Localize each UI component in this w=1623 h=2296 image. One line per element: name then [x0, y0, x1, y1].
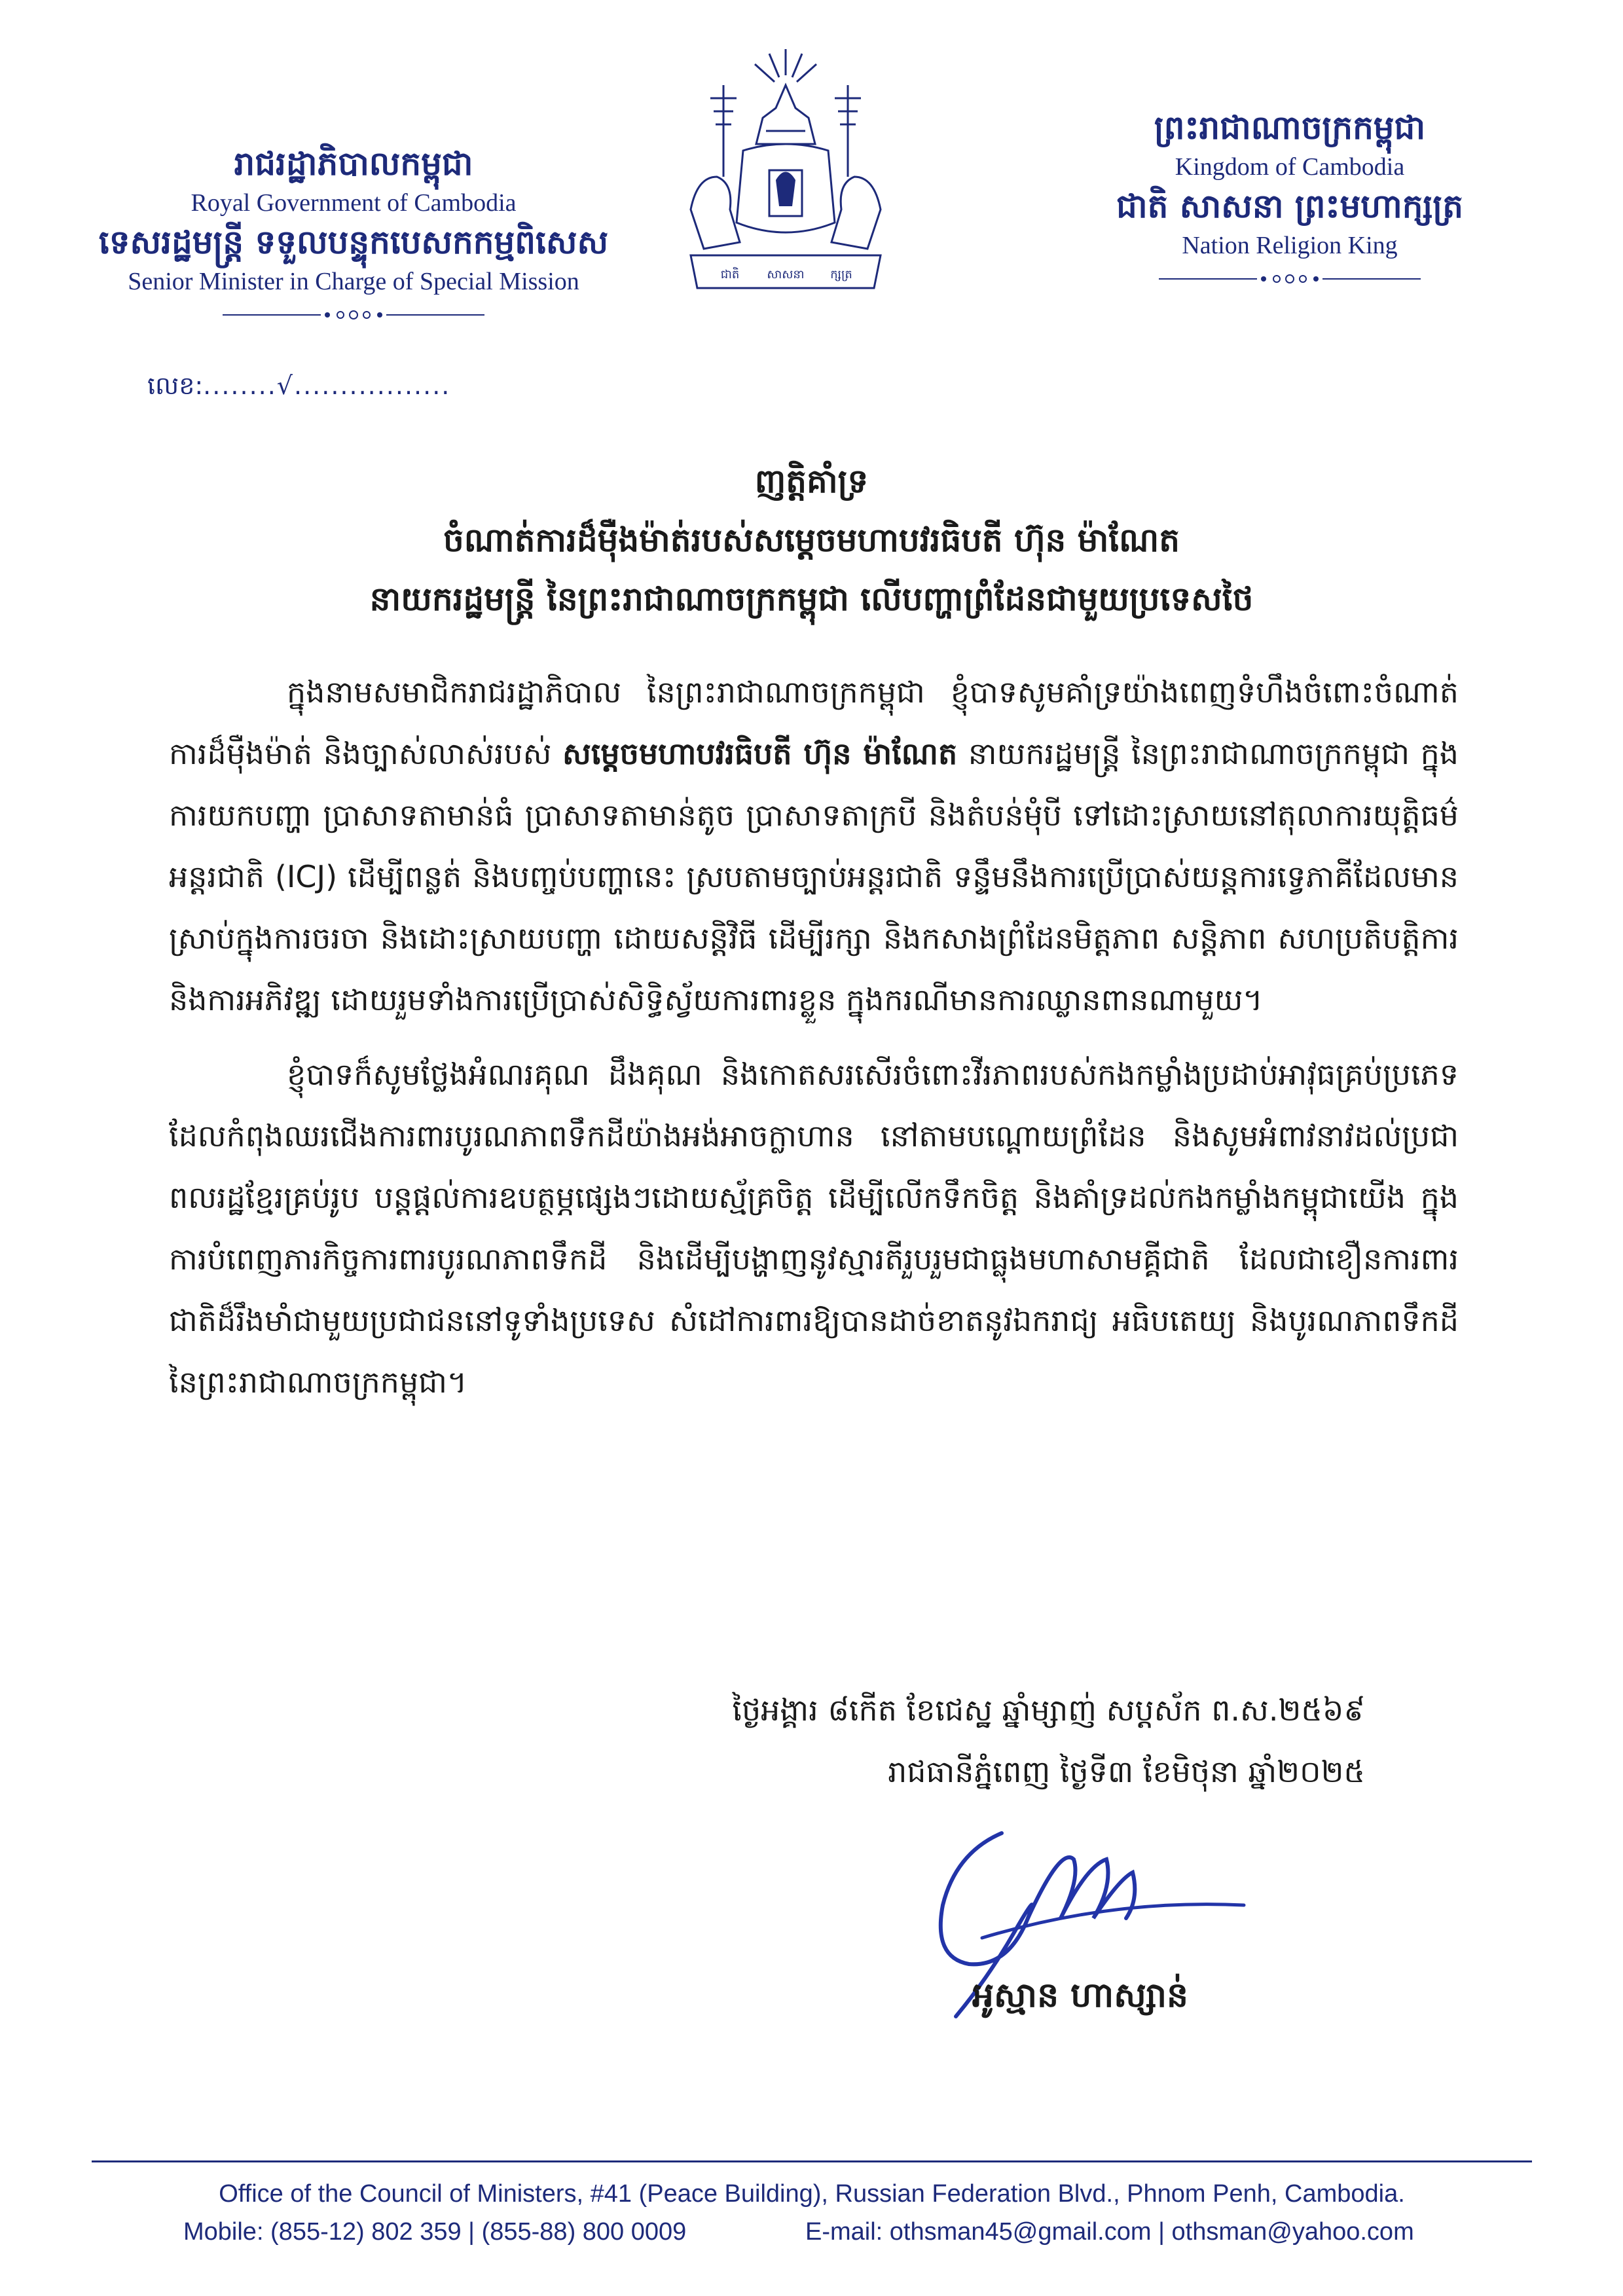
emblem-label-right: ក្សត្រ	[830, 268, 852, 282]
paragraph-1-end: នាយករដ្ឋមន្ត្រី នៃព្រះរាជាណាចក្រកម្ពុជា ក្នុងការយកបញ្ហា ប្រាសាទតាមាន់ធំ ប្រាសាទតាមាន់តូច ប្រាសាទតាក្របី និងតំបន់មុំបី ទៅដោះស្រាយនៅតុលាការយុត្តិធម៌អន្តរជាតិ (ICJ) ដើម្បីពន្លត់ និងបញ្ចប់បញ្ហានេះ ស្របតាមច្បាប់អន្តរជាតិ ទន្ទឹមនឹងការប្រើប្រាស់យន្តការទ្វេភាគីដែលមានស្រាប់ក្នុងការចរចា និងដោះស្រាយបញ្ហា ដោយសន្តិវិធី ដើម្បីរក្សា និងកសាងព្រំដែនមិត្តភាព សន្តិភាព សហប្រតិបត្តិការ និងការអភិវឌ្ឍ ដោយរួមទាំងការប្រើប្រាស់សិទ្ធិស្វ័យការពារខ្លួន ក្នុងករណីមានការឈ្លានពានណាមួយ។	[169, 736, 1459, 1017]
footer-address: Office of the Council of Ministers, #41 (Peace Building), Russian Federation Blvd., Phnom Penh, Cambodia.	[219, 2180, 1405, 2208]
emblem-label-left: ជាតិ	[720, 268, 740, 282]
reference-label: លេខ:	[147, 371, 204, 400]
footer-email: E-mail: othsman45@gmail.com | othsman@yahoo.com	[805, 2218, 1414, 2246]
title-line-3: នាយករដ្ឋមន្ត្រី នៃព្រះរាជាណាចក្រកម្ពុជា លើបញ្ហាព្រំដែនជាមួយប្រទេសថៃ	[369, 580, 1254, 618]
kingdom-kh: ព្រះរាជាណាចក្រកម្ពុជា	[1154, 109, 1426, 147]
title-line-1: ញត្តិគាំទ្រ	[754, 462, 869, 500]
motto-kh: ជាតិ សាសនា ព្រះមហាក្សត្រ	[1116, 187, 1463, 225]
footer-mobile: Mobile: (855-12) 802 359 | (855-88) 800 0009	[183, 2218, 687, 2246]
kingdom-en: Kingdom of Cambodia	[1175, 153, 1405, 181]
emblem-label-center: សាសនា	[767, 268, 805, 282]
date-block	[655, 1679, 1365, 1802]
ministry-kh: រាជរដ្ឋាភិបាលកម្ពុជា	[234, 145, 473, 183]
reference-value: ........√.................	[203, 371, 451, 400]
paragraph-1-start: ក្នុងនាមសមាជិករាជរដ្ឋាភិបាល នៃព្រះរាជាណាចក្រកម្ពុជា ខ្ញុំបាទសូមគាំទ្រយ៉ាងពេញទំហឹងចំពោះចំណាត់ការដ៏មុឺងម៉ាត់ និងច្បាស់លាស់របស់	[169, 674, 1459, 771]
prime-minister-name: សម្តេចមហាបវរធិបតី ហ៊ុន ម៉ាណែត	[562, 736, 958, 771]
reference-number	[147, 370, 450, 407]
paragraph-2: ខ្ញុំបាទក៏សូមថ្លែងអំណរគុណ ដឹងគុណ និងកោតសរសើរចំពោះវីរភាពរបស់កងកម្លាំងប្រដាប់អាវុធគ្រប់ប្រភេទ ដែលកំពុងឈរជើងការពារបូរណភាពទឹកដីយ៉ាងអង់អាចក្លាហាន នៅតាមបណ្តោយព្រំដែន និងសូមអំពាវនាវដល់ប្រជាពលរដ្ឋខ្មែរគ្រប់រូប បន្តផ្តល់ការឧបត្ថម្ភផ្សេងៗដោយស្ម័គ្រចិត្ត ដើម្បីលើកទឹកចិត្ត និងគាំទ្រដល់កងកម្លាំងកម្ពុជាយើង ក្នុងការបំពេញភារកិច្ចការពារបូរណភាពទឹកដី និងដើម្បីបង្ហាញនូវស្មារតីរួបរួមជាធ្លុងមហាសាមគ្គីជាតិ ដែលជាខឿនការពារជាតិដ៏រឹងមាំជាមួយប្រជាជននៅទូទាំងប្រទេស សំដៅការពារឱ្យបានដាច់ខាតនូវឯករាជ្យ អធិបតេយ្យ និងបូរណភាពទឹកដី នៃព្រះរាជាណាចក្រកម្ពុជា។	[169, 1057, 1459, 1400]
ornament-divider-icon	[1159, 272, 1421, 285]
date-lunar: ថ្ងៃអង្គារ ៨កើត ខែជេស្ឋ ឆ្នាំម្សាញ់ សប្តស័ក ព.ស.២៥៦៩	[732, 1692, 1365, 1728]
footer-contact	[92, 2212, 1532, 2251]
title-line-2: ចំណាត់ការដ៏មុឺងម៉ាត់របស់សម្តេចមហាបវរធិបតី ហ៊ុន ម៉ាណែត	[443, 521, 1180, 559]
title-kh: ទេសរដ្ឋមន្ត្រី ទទួលបន្ទុកបេសកកម្មពិសេស	[98, 223, 609, 261]
ministry-en: Royal Government of Cambodia	[191, 189, 517, 217]
date-solar: រាជធានីភ្នំពេញ ថ្ងៃទី៣ ខែមិថុនា ឆ្នាំ២០២៥	[888, 1754, 1365, 1789]
left-header	[92, 141, 615, 321]
royal-coat-of-arms-icon	[678, 46, 894, 301]
title-en: Senior Minister in Charge of Special Mission	[128, 268, 579, 295]
footer	[92, 2170, 1532, 2251]
paragraph-1	[169, 661, 1459, 1030]
right-header	[1048, 105, 1532, 285]
signer-name: អូស្មាន ហាស្សាន់	[972, 1976, 1188, 2015]
motto-en: Nation Religion King	[1182, 232, 1398, 259]
body-text	[169, 661, 1459, 1426]
footer-divider	[92, 2160, 1532, 2162]
document-title	[0, 452, 1623, 629]
ornament-divider-icon	[223, 308, 484, 321]
